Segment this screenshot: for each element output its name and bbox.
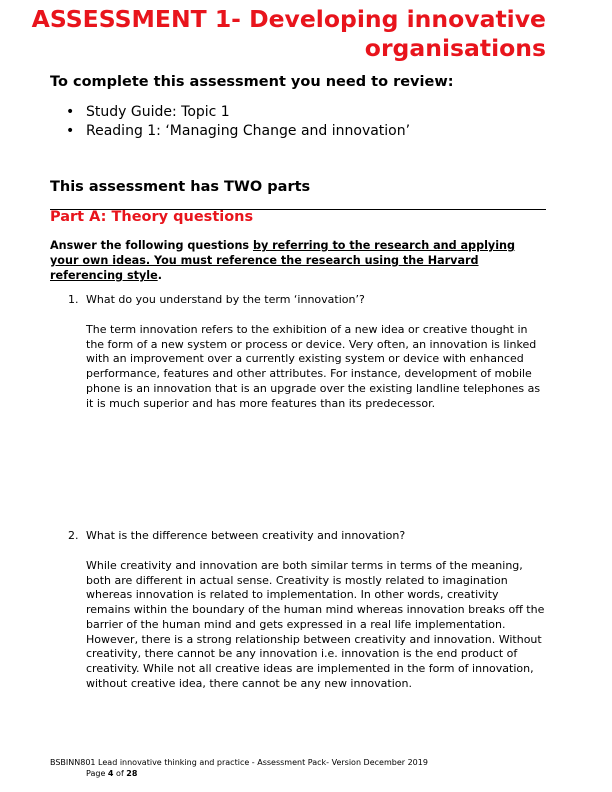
parts-heading: This assessment has TWO parts — [50, 179, 311, 195]
page-total: 28 — [126, 769, 138, 778]
review-list — [66, 103, 410, 141]
instructions-end: . — [157, 269, 162, 282]
question-1 — [68, 293, 546, 411]
question-number: 1. — [68, 293, 79, 306]
question-2 — [68, 529, 546, 691]
list-item: • Reading 1: ‘Managing Change and innovation’ — [66, 122, 410, 141]
instructions-underlined: by referring to the research and applying your own ideas. You must reference the research using the Harvard referencing style — [50, 239, 516, 282]
answer-text: While creativity and innovation are both similar terms in terms of the meaning, both are different in actual sense. Creativity is mostly related to imagination whereas innovation is related to implementation. In other words, creativity remains within the boundary of the human mind whereas innovation breaks off the barrier of the human mind and gets expressed in a real life implementation. However, there is a strong relationship between creativity and innovation. Without creativity, there cannot be any innovation i.e. innovation is the end product of creativity. While not all creative ideas are implemented in the form of innovation, without creative idea, there cannot be any new innovation. — [86, 559, 545, 690]
question-number: 2. — [68, 529, 79, 542]
page-prefix: Page — [86, 769, 108, 778]
page-number — [50, 768, 428, 779]
page-sep: of — [113, 769, 127, 778]
list-item: • Study Guide: Topic 1 — [66, 103, 410, 122]
review-heading: To complete this assessment you need to review: — [50, 74, 454, 90]
footer-doc: BSBINN801 Lead innovative thinking and practice - Assessment Pack- Version December 2019 — [50, 758, 428, 767]
question-text: What do you understand by the term ‘innovation’? — [86, 293, 365, 306]
instructions-lead: Answer the following questions — [50, 239, 253, 252]
footer — [50, 757, 428, 779]
part-a-heading: Part A: Theory questions — [50, 209, 254, 225]
instructions — [50, 238, 546, 283]
page-title: ASSESSMENT 1- Developing innovative organisations — [31, 5, 546, 62]
answer-text: The term innovation refers to the exhibition of a new idea or creative thought in the form of a new system or process or device. Very often, an innovation is linked with an improvement over a currently existing system or device with enhanced performance, features and other attributes. For instance, development of mobile phone is an innovation that is an upgrade over the existing landline telephones as it is much superior and has more features than its predecessor. — [86, 323, 541, 410]
question-text: What is the difference between creativity and innovation? — [86, 529, 406, 542]
page-current: 4 — [107, 769, 114, 778]
